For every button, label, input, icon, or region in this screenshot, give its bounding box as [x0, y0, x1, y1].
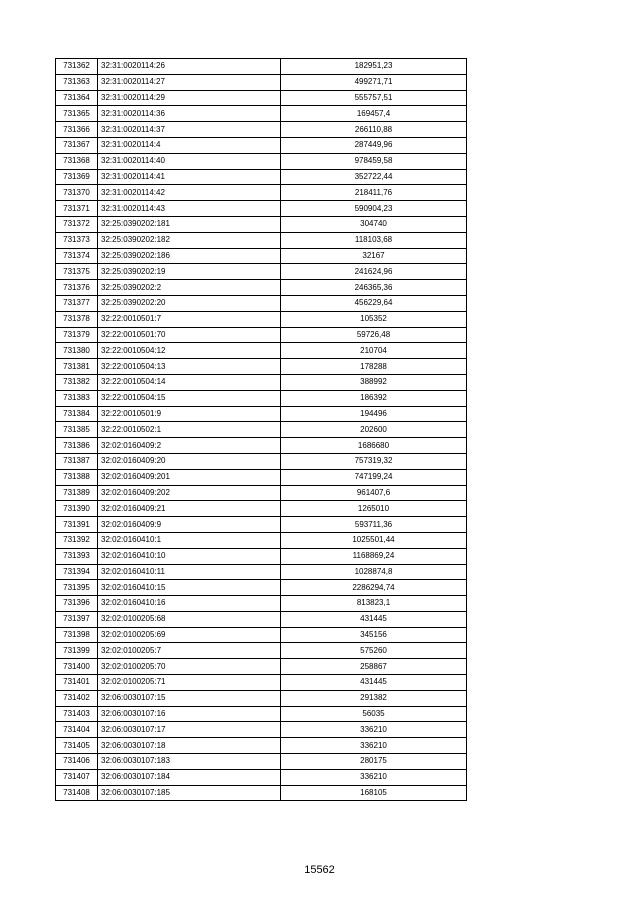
row-id-cell: 731380: [56, 343, 98, 359]
cadastral-number-cell: 32:31:0020114:4: [98, 137, 281, 153]
table-row: [56, 232, 467, 248]
table-row: [56, 327, 467, 343]
cadastral-number-cell: 32:22:0010504:12: [98, 343, 281, 359]
value-cell: 280175: [281, 754, 467, 770]
cadastral-number-cell: 32:02:0160410:10: [98, 548, 281, 564]
table-row: [56, 738, 467, 754]
value-cell: 246365,36: [281, 280, 467, 296]
value-cell: 978459,58: [281, 153, 467, 169]
value-cell: 388992: [281, 374, 467, 390]
row-id-cell: 731397: [56, 611, 98, 627]
cadastral-number-cell: 32:22:0010501:9: [98, 406, 281, 422]
table-row: [56, 532, 467, 548]
value-cell: 336210: [281, 738, 467, 754]
table-row: [56, 185, 467, 201]
cadastral-number-cell: 32:31:0020114:42: [98, 185, 281, 201]
value-cell: 169457,4: [281, 106, 467, 122]
row-id-cell: 731404: [56, 722, 98, 738]
cadastral-number-cell: 32:25:0390202:20: [98, 295, 281, 311]
table-row: [56, 295, 467, 311]
cadastral-number-cell: 32:22:0010504:14: [98, 374, 281, 390]
value-cell: 194496: [281, 406, 467, 422]
table-row: [56, 485, 467, 501]
table-row: [56, 643, 467, 659]
table-row: [56, 406, 467, 422]
cadastral-number-cell: 32:06:0030107:18: [98, 738, 281, 754]
row-id-cell: 731399: [56, 643, 98, 659]
value-cell: 336210: [281, 722, 467, 738]
table-row: [56, 754, 467, 770]
cadastral-number-cell: 32:02:0100205:70: [98, 659, 281, 675]
value-cell: 593711,36: [281, 517, 467, 533]
cadastral-number-cell: 32:02:0160409:21: [98, 501, 281, 517]
value-cell: 241624,96: [281, 264, 467, 280]
value-cell: 961407,6: [281, 485, 467, 501]
cadastral-number-cell: 32:25:0390202:181: [98, 216, 281, 232]
cadastral-number-cell: 32:02:0160409:20: [98, 453, 281, 469]
table-row: [56, 769, 467, 785]
cadastral-number-cell: 32:31:0020114:29: [98, 90, 281, 106]
table-row: [56, 374, 467, 390]
table-row: [56, 611, 467, 627]
value-cell: 590904,23: [281, 201, 467, 217]
table-row: [56, 248, 467, 264]
row-id-cell: 731392: [56, 532, 98, 548]
value-cell: 59726,48: [281, 327, 467, 343]
value-cell: 186392: [281, 390, 467, 406]
value-cell: 1168869,24: [281, 548, 467, 564]
value-cell: 32167: [281, 248, 467, 264]
value-cell: 258867: [281, 659, 467, 675]
cadastral-number-cell: 32:02:0160409:201: [98, 469, 281, 485]
row-id-cell: 731372: [56, 216, 98, 232]
table-row: [56, 422, 467, 438]
table-row: [56, 169, 467, 185]
row-id-cell: 731389: [56, 485, 98, 501]
value-cell: 336210: [281, 769, 467, 785]
value-cell: 499271,71: [281, 74, 467, 90]
cadastral-number-cell: 32:02:0160410:11: [98, 564, 281, 580]
row-id-cell: 731365: [56, 106, 98, 122]
row-id-cell: 731402: [56, 690, 98, 706]
table-row: [56, 311, 467, 327]
value-cell: 757319,32: [281, 453, 467, 469]
row-id-cell: 731393: [56, 548, 98, 564]
row-id-cell: 731362: [56, 59, 98, 75]
row-id-cell: 731379: [56, 327, 98, 343]
value-cell: 456229,64: [281, 295, 467, 311]
table-row: [56, 390, 467, 406]
table-row: [56, 74, 467, 90]
cadastral-number-cell: 32:06:0030107:16: [98, 706, 281, 722]
value-cell: 2286294,74: [281, 580, 467, 596]
cadastral-number-cell: 32:06:0030107:15: [98, 690, 281, 706]
row-id-cell: 731391: [56, 517, 98, 533]
cadastral-number-cell: 32:02:0160410:15: [98, 580, 281, 596]
value-cell: 1686680: [281, 438, 467, 454]
cadastral-number-cell: 32:02:0100205:71: [98, 675, 281, 691]
value-cell: 182951,23: [281, 59, 467, 75]
table-row: [56, 517, 467, 533]
table-row: [56, 359, 467, 375]
cadastral-number-cell: 32:22:0010501:7: [98, 311, 281, 327]
value-cell: 218411,76: [281, 185, 467, 201]
value-cell: 352722,44: [281, 169, 467, 185]
row-id-cell: 731398: [56, 627, 98, 643]
page-number: 15562: [304, 864, 335, 876]
row-id-cell: 731396: [56, 596, 98, 612]
row-id-cell: 731378: [56, 311, 98, 327]
table-row: [56, 106, 467, 122]
value-cell: 287449,96: [281, 137, 467, 153]
value-cell: 345156: [281, 627, 467, 643]
cadastral-number-cell: 32:31:0020114:26: [98, 59, 281, 75]
value-cell: 178288: [281, 359, 467, 375]
cadastral-number-cell: 32:31:0020114:41: [98, 169, 281, 185]
cadastral-number-cell: 32:06:0030107:184: [98, 769, 281, 785]
cadastral-number-cell: 32:22:0010502:1: [98, 422, 281, 438]
row-id-cell: 731369: [56, 169, 98, 185]
cadastral-number-cell: 32:22:0010501:70: [98, 327, 281, 343]
cadastral-number-cell: 32:02:0160409:9: [98, 517, 281, 533]
table-row: [56, 785, 467, 801]
cadastral-number-cell: 32:02:0160410:1: [98, 532, 281, 548]
value-cell: 813823,1: [281, 596, 467, 612]
row-id-cell: 731406: [56, 754, 98, 770]
row-id-cell: 731395: [56, 580, 98, 596]
value-cell: 747199,24: [281, 469, 467, 485]
row-id-cell: 731370: [56, 185, 98, 201]
cadastral-number-cell: 32:22:0010504:15: [98, 390, 281, 406]
table-row: [56, 580, 467, 596]
table-row: [56, 137, 467, 153]
cadastral-number-cell: 32:06:0030107:17: [98, 722, 281, 738]
value-cell: 210704: [281, 343, 467, 359]
row-id-cell: 731408: [56, 785, 98, 801]
row-id-cell: 731367: [56, 137, 98, 153]
table-row: [56, 675, 467, 691]
table-row: [56, 627, 467, 643]
table-row: [56, 501, 467, 517]
cadastral-number-cell: 32:25:0390202:2: [98, 280, 281, 296]
cadastral-number-cell: 32:31:0020114:37: [98, 122, 281, 138]
row-id-cell: 731405: [56, 738, 98, 754]
value-cell: 555757,51: [281, 90, 467, 106]
value-cell: 202600: [281, 422, 467, 438]
value-cell: 1025501,44: [281, 532, 467, 548]
row-id-cell: 731371: [56, 201, 98, 217]
table-body: [56, 59, 467, 801]
row-id-cell: 731375: [56, 264, 98, 280]
table-row: [56, 690, 467, 706]
row-id-cell: 731374: [56, 248, 98, 264]
row-id-cell: 731386: [56, 438, 98, 454]
table-row: [56, 59, 467, 75]
table-row: [56, 343, 467, 359]
row-id-cell: 731366: [56, 122, 98, 138]
table-row: [56, 122, 467, 138]
cadastral-number-cell: 32:22:0010504:13: [98, 359, 281, 375]
cadastral-number-cell: 32:31:0020114:40: [98, 153, 281, 169]
table-row: [56, 722, 467, 738]
cadastral-number-cell: 32:02:0100205:69: [98, 627, 281, 643]
table-row: [56, 469, 467, 485]
value-cell: 1028874,8: [281, 564, 467, 580]
table-row: [56, 201, 467, 217]
value-cell: 291382: [281, 690, 467, 706]
cadastral-number-cell: 32:02:0160409:2: [98, 438, 281, 454]
cadastral-value-table: [55, 58, 467, 801]
table-row: [56, 564, 467, 580]
cadastral-number-cell: 32:02:0100205:68: [98, 611, 281, 627]
table-row: [56, 280, 467, 296]
table-row: [56, 659, 467, 675]
row-id-cell: 731401: [56, 675, 98, 691]
table-row: [56, 153, 467, 169]
row-id-cell: 731377: [56, 295, 98, 311]
row-id-cell: 731382: [56, 374, 98, 390]
value-cell: 1265010: [281, 501, 467, 517]
row-id-cell: 731394: [56, 564, 98, 580]
cadastral-number-cell: 32:02:0160409:202: [98, 485, 281, 501]
row-id-cell: 731383: [56, 390, 98, 406]
cadastral-number-cell: 32:06:0030107:183: [98, 754, 281, 770]
cadastral-number-cell: 32:06:0030107:185: [98, 785, 281, 801]
value-cell: 266110,88: [281, 122, 467, 138]
row-id-cell: 731376: [56, 280, 98, 296]
table-row: [56, 264, 467, 280]
row-id-cell: 731407: [56, 769, 98, 785]
table-row: [56, 438, 467, 454]
value-cell: 168105: [281, 785, 467, 801]
row-id-cell: 731363: [56, 74, 98, 90]
row-id-cell: 731403: [56, 706, 98, 722]
table-row: [56, 596, 467, 612]
cadastral-number-cell: 32:25:0390202:19: [98, 264, 281, 280]
table-row: [56, 216, 467, 232]
cadastral-number-cell: 32:31:0020114:43: [98, 201, 281, 217]
row-id-cell: 731390: [56, 501, 98, 517]
table-row: [56, 90, 467, 106]
cadastral-number-cell: 32:25:0390202:182: [98, 232, 281, 248]
value-cell: 304740: [281, 216, 467, 232]
row-id-cell: 731388: [56, 469, 98, 485]
cadastral-number-cell: 32:25:0390202:186: [98, 248, 281, 264]
row-id-cell: 731368: [56, 153, 98, 169]
value-cell: 431445: [281, 611, 467, 627]
value-cell: 431445: [281, 675, 467, 691]
table-row: [56, 706, 467, 722]
row-id-cell: 731381: [56, 359, 98, 375]
row-id-cell: 731364: [56, 90, 98, 106]
row-id-cell: 731384: [56, 406, 98, 422]
cadastral-number-cell: 32:31:0020114:27: [98, 74, 281, 90]
value-cell: 575260: [281, 643, 467, 659]
cadastral-number-cell: 32:02:0100205:7: [98, 643, 281, 659]
row-id-cell: 731385: [56, 422, 98, 438]
table-row: [56, 453, 467, 469]
value-cell: 105352: [281, 311, 467, 327]
cadastral-number-cell: 32:02:0160410:16: [98, 596, 281, 612]
table-row: [56, 548, 467, 564]
row-id-cell: 731400: [56, 659, 98, 675]
value-cell: 56035: [281, 706, 467, 722]
row-id-cell: 731387: [56, 453, 98, 469]
value-cell: 118103,68: [281, 232, 467, 248]
cadastral-number-cell: 32:31:0020114:36: [98, 106, 281, 122]
row-id-cell: 731373: [56, 232, 98, 248]
